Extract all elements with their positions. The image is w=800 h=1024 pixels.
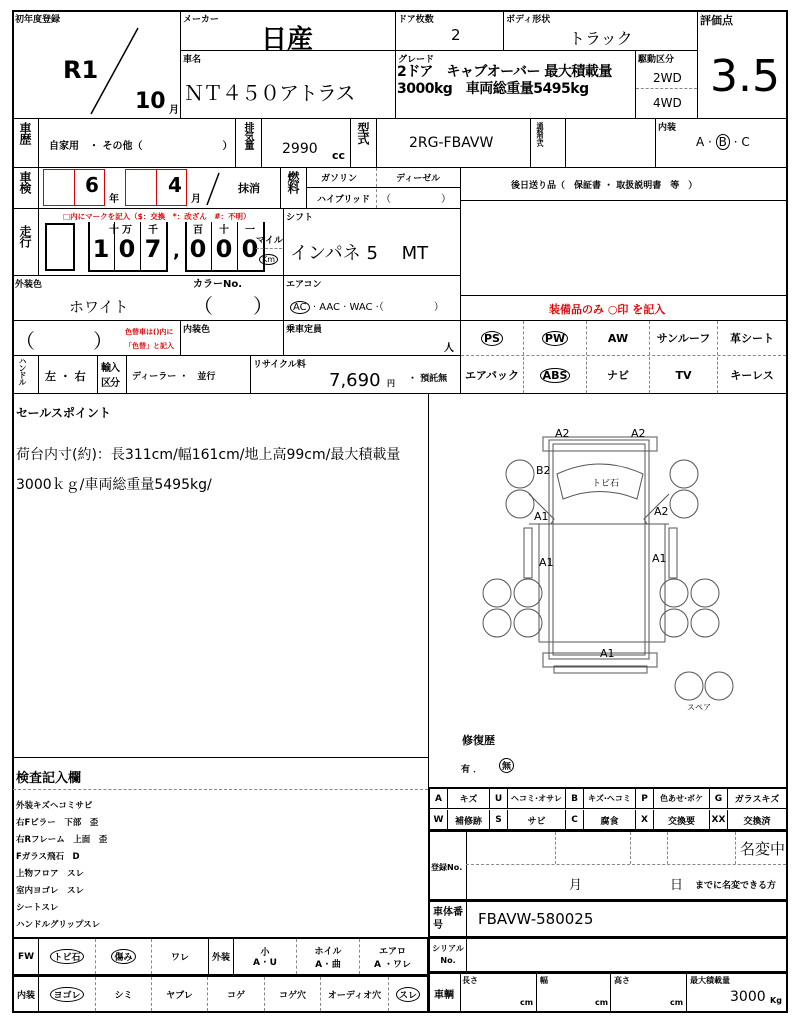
mark-b2: B2	[536, 464, 551, 477]
fw-row-items-0: トビ石	[50, 949, 83, 964]
interior-grade-a: A ·	[696, 135, 712, 149]
int-row-items-0: ヨゴレ	[50, 987, 83, 1002]
chassis-value: FBAVW-580025	[478, 910, 594, 928]
maker-value: 日産	[261, 25, 314, 55]
inspection	[12, 167, 281, 209]
slash-icon	[83, 26, 143, 116]
handle	[12, 355, 98, 394]
displacement-value: 2990	[282, 141, 318, 157]
interior-grade-label: 内装	[658, 123, 677, 133]
chassis-label: 車体番号	[433, 907, 463, 931]
mileage-comma: ,	[173, 241, 180, 262]
model-label: 型式	[356, 122, 370, 144]
mileage-units-0: 十	[109, 225, 119, 236]
fuel-other: （ ）	[381, 194, 451, 205]
notes-lines-7: ハンドルグリップスレ	[16, 920, 101, 930]
legend-0-2: U	[490, 789, 508, 808]
registration-deadline: までに名変できる方	[695, 881, 777, 891]
vehicle-dimensions	[428, 972, 788, 1013]
registration-name-change: 名変中	[740, 840, 786, 858]
import-label: 輸入区分	[101, 363, 119, 389]
sales-point	[12, 393, 429, 758]
legend-1-4: C	[566, 810, 584, 830]
fw-row	[12, 937, 429, 976]
inspection-year: 6	[85, 173, 99, 197]
equip-row2-1: ABS	[540, 368, 571, 383]
fw-row-label: FW	[14, 939, 39, 974]
recycle-fee	[250, 355, 461, 394]
equip-sunroof[interactable]: サンルーフ	[650, 321, 718, 355]
notes-lines-1: 右Fピラー 下部 歪	[16, 818, 99, 828]
fw-row-wheel-v: A · 曲	[315, 959, 341, 970]
equip-tv[interactable]: TV	[650, 357, 718, 393]
mileage-label: 走行	[18, 225, 32, 247]
car-name	[180, 50, 396, 119]
grade-value: 2ドア キャブオーバー 最大積載量3000kg 車両総重量5495kg	[397, 64, 612, 97]
aircon-label: エアコン	[286, 280, 322, 290]
fw-row-wheel: ホイル	[314, 946, 342, 957]
diagram-repair-label: 修復歴	[462, 734, 495, 747]
legend-0-9: ガラスキズ	[734, 795, 780, 805]
displacement-unit: cc	[332, 149, 346, 162]
mileage	[12, 208, 284, 276]
mark-a1-right: A1	[652, 552, 667, 565]
mark-a1-front-left: A1	[534, 510, 549, 523]
equip-airbag[interactable]: エアバック	[461, 357, 524, 393]
body-value: トラック	[569, 29, 633, 48]
handle-label: ハンドル	[18, 357, 27, 385]
damage-diagram	[428, 393, 788, 788]
fw-row-items-1: 傷み	[111, 949, 135, 964]
int-row-items-1[interactable]: シミ	[96, 977, 152, 1011]
mileage-mark-box[interactable]	[45, 223, 75, 271]
legend-1-0: W	[430, 810, 448, 830]
mark-a2-left: A2	[555, 427, 570, 440]
mileage-units-2: 千	[148, 225, 158, 236]
vehicle-length: 長さ	[462, 976, 478, 985]
reg-year: R1	[63, 56, 99, 84]
inspection-month-unit: 月	[191, 194, 201, 205]
color-label: 外装色	[15, 280, 43, 290]
legend-1-8: XX	[710, 810, 728, 830]
model-code	[350, 118, 531, 168]
mileage-units-5: 一	[245, 225, 255, 236]
equip-aw[interactable]: AW	[587, 321, 650, 355]
interior-color-label: 内装色	[183, 325, 211, 335]
reg-month: 10	[135, 89, 166, 114]
color-note2: 「色替」と記入	[125, 342, 174, 350]
mileage-digits-0: 1	[92, 235, 110, 263]
doors-value: 2	[451, 26, 461, 44]
legend-1-1: 補修跡	[448, 810, 490, 830]
equip-row1-0: PS	[481, 331, 503, 346]
mark-a2-right: A2	[631, 427, 646, 440]
serial-number	[428, 937, 788, 973]
first-reg-label: 初年度登録	[15, 15, 61, 25]
later-items	[460, 167, 788, 201]
fuel-label: 燃料	[286, 171, 300, 193]
int-row-items-2[interactable]: ヤブレ	[152, 977, 208, 1011]
mileage-note: □内にマークを記入（$：交換 *：改ざん #：不明）	[63, 212, 251, 221]
legend-0-6: P	[636, 789, 654, 808]
interior-row	[12, 975, 429, 1013]
registration-month: 月	[569, 878, 583, 893]
notes-lines-6: シートスレ	[16, 903, 59, 913]
doors-label: ドア枚数	[398, 15, 434, 25]
later-label: 後日送り品（ 保証書 ・ 取扱説明書 等 ）	[511, 181, 698, 191]
mileage-digits-2: 7	[144, 235, 162, 263]
maker	[180, 10, 396, 55]
equipment-header	[460, 295, 788, 321]
equipment-grid	[460, 320, 788, 394]
recycle-value: 7,690	[329, 370, 381, 391]
equip-row1-1: PW	[542, 331, 568, 346]
color-value: ホワイト	[69, 298, 129, 316]
mark-a1-left: A1	[539, 556, 554, 569]
recycle-deposit: ・ 預託無	[408, 374, 448, 384]
score-label: 評価点	[700, 14, 733, 27]
aircon-ac[interactable]: AC	[290, 301, 310, 314]
sales-label: セールスポイント	[16, 406, 111, 420]
legend-1-6: X	[636, 810, 654, 830]
notes-lines-0: 外装キズヘコミサビ	[16, 801, 93, 811]
mileage-digits-4: 0	[215, 235, 233, 263]
first-reg-month-unit: 月	[169, 105, 179, 116]
chassis-number	[428, 900, 788, 938]
legend-1-3: サビ	[508, 810, 566, 830]
inspection-cancel[interactable]: 抹消	[238, 182, 260, 195]
common-model-label: 通称型式	[536, 122, 544, 146]
legend-0-3: ヘコミ·オサレ	[508, 789, 566, 808]
int-row-items-6: スレ	[396, 987, 420, 1002]
history-value: 自家用 ・ その他（ ）	[49, 141, 233, 152]
slash-icon	[203, 171, 223, 207]
exterior-color	[12, 275, 284, 321]
equip-navi[interactable]: ナビ	[587, 357, 650, 393]
interior-grade-b: B	[716, 134, 730, 150]
equip-abs[interactable]	[524, 357, 587, 393]
mileage-digits-3: 0	[189, 235, 207, 263]
grade	[395, 50, 636, 119]
legend-1-2: S	[490, 810, 508, 830]
registration-day: 日	[670, 878, 684, 893]
doors	[395, 10, 504, 51]
drive-type	[635, 50, 698, 119]
fw-row-aero-v: A ・ワレ	[373, 959, 412, 970]
int-row-items-4[interactable]: コゲ穴	[265, 977, 321, 1011]
notes-lines-4: 上物フロア スレ	[16, 869, 85, 879]
mileage-digits-1: 0	[118, 235, 136, 263]
mileage-units-3: 百	[193, 225, 203, 236]
truck-diagram	[429, 394, 785, 784]
legend-1-9: 交換済	[743, 816, 771, 827]
legend-0-0: A	[430, 789, 448, 808]
displacement-label: 排気量	[242, 122, 253, 149]
drive-options-1[interactable]: 4WD	[653, 96, 682, 110]
notes-lines-3: Fガラス飛石 D	[16, 852, 80, 862]
inspection-label: 車検	[18, 171, 32, 193]
import-type	[97, 355, 251, 394]
vehicle-label: 車輌	[434, 990, 454, 1001]
notes-lines	[16, 798, 107, 934]
notes-label: 検査記入欄	[16, 771, 82, 786]
aircon-rest: · AAC · WAC ·（ ）	[312, 302, 444, 313]
mileage-units-4: 十	[219, 225, 229, 236]
shift-value: インパネ 5 MT	[290, 243, 429, 264]
first-registration	[12, 10, 181, 119]
legend-1-5: 腐食	[584, 810, 636, 830]
color-note1: 色替車は()内に	[125, 328, 174, 336]
mileage-digits-5: 0	[241, 235, 259, 263]
history	[12, 118, 236, 168]
legend-0-4: B	[566, 789, 584, 808]
aircon	[283, 275, 461, 321]
vehicle-max-unit: Kg	[770, 996, 782, 1005]
drive-label: 駆動区分	[638, 55, 675, 65]
interior-color	[180, 320, 284, 356]
fw-row-items-2[interactable]: ワレ	[152, 939, 209, 974]
common-model	[530, 118, 656, 168]
fuel	[280, 167, 461, 209]
fuel-gasoline[interactable]: ガソリン	[321, 174, 358, 184]
equip-pw[interactable]	[524, 321, 587, 355]
drive-options-0[interactable]: 2WD	[653, 71, 682, 85]
serial-label: シリアルNo.	[432, 944, 464, 965]
inspection-year-unit: 年	[109, 194, 119, 205]
legend-0-8: G	[710, 789, 728, 808]
fw-row-small: 小	[260, 948, 270, 958]
notes-lines-5: 室内ヨゴレ スレ	[16, 886, 85, 896]
legend-1-7: 交換要	[654, 810, 710, 830]
shift-label: シフト	[286, 213, 314, 223]
recycle-label: リサイクル料	[253, 360, 306, 370]
fw-row-ext-label: 外装	[209, 939, 234, 974]
equip-leather[interactable]: 革シート	[730, 332, 774, 345]
vehicle-height: 高さ	[614, 976, 630, 985]
notes-lines-2: 右Rフレーム 上面 歪	[16, 835, 108, 845]
color-color-no-label: カラーNo.	[193, 279, 243, 290]
inspection-month: 4	[168, 173, 182, 197]
diagram-repair-yes: 有 ．	[461, 765, 483, 775]
sales-text: 荷台内寸(約)：長311cm/幅161cm/地上高99cm/最大積載量3000ｋｇ/車両総重量5495kg/	[16, 447, 401, 493]
capacity	[283, 320, 461, 356]
int-row-items-3[interactable]: コゲ	[208, 977, 265, 1011]
car-name-value: ＮＴ４５０アトラス	[184, 81, 355, 105]
mark-chip: トビ石	[592, 479, 620, 489]
handle-value: 左 ・ 右	[45, 370, 86, 383]
inspection-notes	[12, 757, 429, 938]
score-value: 3.5	[710, 51, 780, 102]
vehicle-unit: cm	[595, 998, 609, 1007]
int-row-items-5[interactable]: オーディオ穴	[321, 977, 389, 1011]
car-name-label: 車名	[183, 55, 202, 65]
fw-row-aero: エアロ	[378, 946, 406, 957]
fuel-diesel[interactable]: ディーゼル	[396, 174, 441, 184]
grade-label: グレード	[398, 55, 435, 65]
color-color-no: （ ）	[193, 294, 273, 318]
mark-a1-rear: A1	[600, 647, 615, 660]
maker-label: メーカー	[183, 15, 219, 25]
mileage-mile[interactable]: マイル	[256, 236, 283, 246]
legend-0-5: キズ·ヘコミ	[584, 789, 636, 808]
shift	[283, 208, 461, 276]
vehicle-max-load-value: 3000	[730, 989, 766, 1005]
fw-row-small-v: A · U	[253, 958, 277, 968]
spare-label: スペア	[687, 703, 711, 712]
mileage-units-1: 万	[122, 225, 132, 236]
damage-legend	[428, 787, 788, 831]
mileage-km[interactable]: Km	[259, 254, 278, 265]
interior-grade-c: · C	[733, 135, 750, 149]
registration-no	[428, 830, 788, 901]
vehicle-width: 幅	[540, 976, 548, 985]
later-items-area	[460, 200, 788, 296]
capacity-label: 乗車定員	[286, 325, 323, 335]
import-value: ディーラー ・ 並行	[132, 372, 216, 382]
color-paren: （ ）	[15, 329, 106, 353]
vehicle-unit: cm	[670, 998, 684, 1007]
model-value: 2RG-FBAVW	[409, 135, 494, 151]
equip-header: 装備品のみ ○印 を記入	[549, 303, 666, 316]
diagram-repair-no[interactable]: 無	[499, 758, 514, 773]
recycle-unit: 円	[387, 379, 395, 388]
registration-label: 登録No.	[431, 863, 463, 872]
color-change	[12, 320, 181, 356]
fuel-hybrid[interactable]: ハイブリッド	[317, 195, 371, 205]
mark-a2-front-right: A2	[654, 505, 669, 518]
score	[697, 10, 788, 119]
displacement	[235, 118, 351, 168]
legend-0-1: キズ	[448, 789, 490, 808]
interior-grade	[655, 118, 788, 168]
body-type	[503, 10, 698, 51]
capacity-unit: 人	[444, 343, 454, 354]
vehicle-unit: cm	[520, 998, 534, 1007]
vehicle-max-load: 最大積載量	[690, 976, 730, 985]
legend-0-7: 色あせ·ボケ	[654, 789, 710, 808]
equip-ps[interactable]	[461, 321, 524, 355]
history-label: 車歴	[18, 122, 32, 144]
body-label: ボディ形状	[506, 15, 551, 25]
equip-keyless[interactable]: キーレス	[730, 369, 774, 382]
int-row-label: 内装	[14, 977, 39, 1011]
